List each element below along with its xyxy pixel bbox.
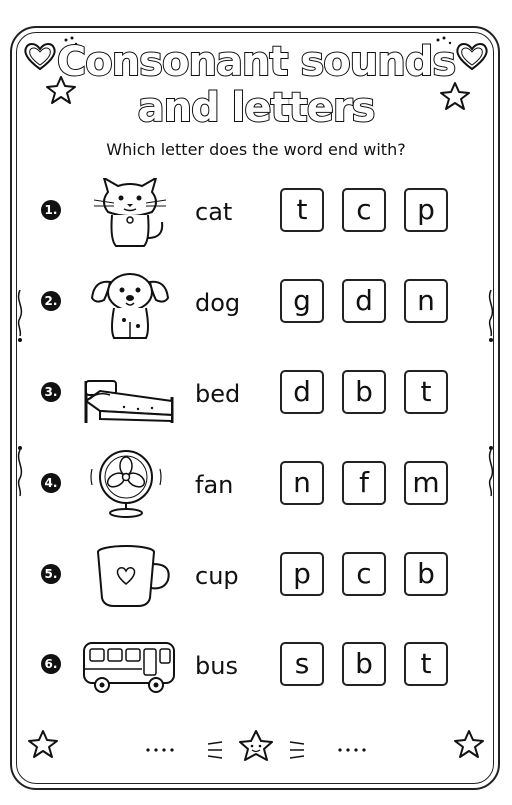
letter-choice[interactable]: n <box>404 279 448 323</box>
question-row <box>0 364 512 424</box>
question-number: 2. <box>41 291 61 311</box>
question-number: 4. <box>41 473 61 493</box>
letter-choice[interactable]: s <box>280 642 324 686</box>
smiling-star-bottom-icon <box>140 728 372 764</box>
letter-choice[interactable]: n <box>280 461 324 505</box>
worksheet-title-line1: Consonant sounds <box>56 39 456 85</box>
letter-choice[interactable]: b <box>404 552 448 596</box>
letter-choice[interactable]: d <box>280 370 324 414</box>
question-number: 5. <box>41 564 61 584</box>
instruction-text: Which letter does the word end with? <box>106 140 406 159</box>
worksheet-title-line2: and letters <box>137 85 375 131</box>
question-word: dog <box>195 289 241 317</box>
question-row <box>0 636 512 696</box>
letter-choice[interactable]: f <box>342 461 386 505</box>
letter-choice[interactable]: p <box>404 188 448 232</box>
letter-choice[interactable]: m <box>404 461 448 505</box>
cat-icon <box>80 178 180 248</box>
letter-choice[interactable]: p <box>280 552 324 596</box>
question-row <box>0 546 512 606</box>
letter-choice[interactable]: b <box>342 370 386 414</box>
question-number: 6. <box>41 654 61 674</box>
cup-icon <box>80 542 180 612</box>
question-row <box>0 455 512 515</box>
star-bottom-right-icon <box>452 728 486 760</box>
star-bottom-left-icon <box>26 728 60 760</box>
question-word: bus <box>195 652 238 680</box>
question-word: bed <box>195 380 241 408</box>
letter-choice[interactable]: g <box>280 279 324 323</box>
question-row <box>0 182 512 242</box>
dog-icon <box>80 270 180 340</box>
letter-choice[interactable]: b <box>342 642 386 686</box>
question-number: 3. <box>41 382 61 402</box>
bus-icon <box>80 633 180 703</box>
question-number: 1. <box>41 200 61 220</box>
question-word: cat <box>195 198 233 226</box>
question-row <box>0 273 512 333</box>
letter-choice[interactable]: c <box>342 552 386 596</box>
letter-choice[interactable]: t <box>404 642 448 686</box>
letter-choice[interactable]: d <box>342 279 386 323</box>
letter-choice[interactable]: t <box>404 370 448 414</box>
question-word: cup <box>195 562 239 590</box>
bed-icon <box>80 361 180 431</box>
letter-choice[interactable]: t <box>280 188 324 232</box>
fan-icon <box>80 449 180 519</box>
question-word: fan <box>195 471 234 499</box>
letter-choice[interactable]: c <box>342 188 386 232</box>
